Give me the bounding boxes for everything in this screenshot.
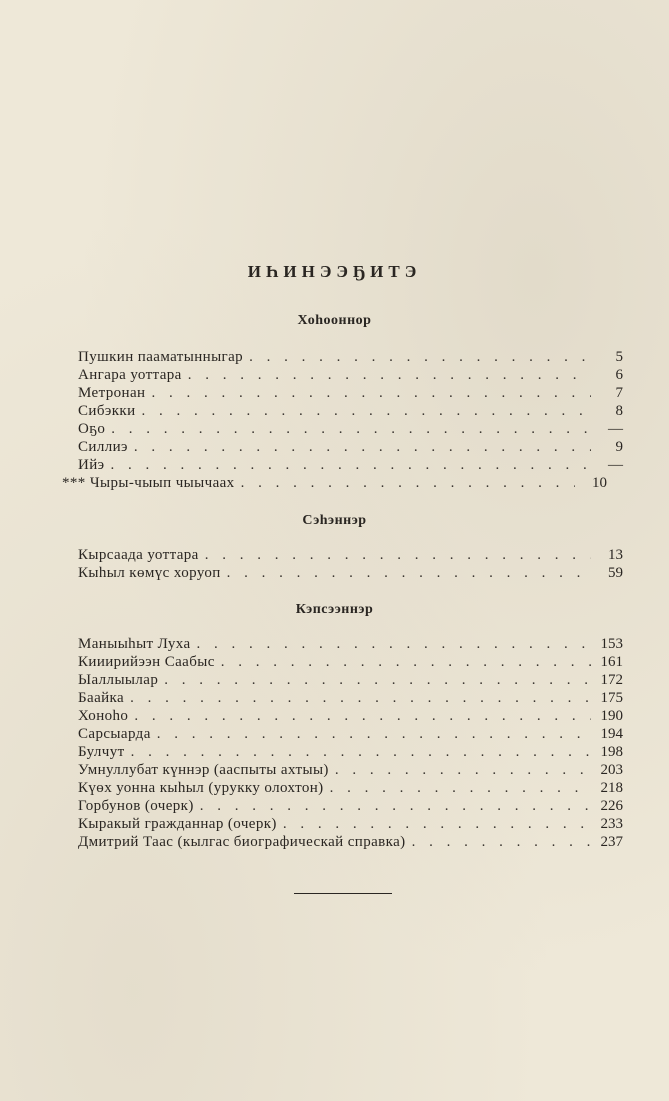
dot-leader xyxy=(241,474,575,492)
toc-list-stories xyxy=(78,546,623,582)
toc-entry xyxy=(78,653,623,671)
page-number: — xyxy=(608,421,623,437)
toc-entry xyxy=(78,689,623,707)
toc-entry xyxy=(78,797,623,815)
dot-leader xyxy=(200,797,591,815)
toc-entry xyxy=(78,707,623,725)
toc-entry xyxy=(78,635,623,653)
page-number: 233 xyxy=(600,816,623,832)
toc-entry xyxy=(78,366,623,384)
dot-leader xyxy=(134,707,591,725)
entry-title: Дмитрий Таас (кылгас биографическай справка) xyxy=(78,834,406,850)
dot-leader xyxy=(205,546,591,564)
toc-list-tales xyxy=(78,635,623,851)
toc-entry xyxy=(78,725,623,743)
dot-leader xyxy=(151,384,591,402)
dot-leader xyxy=(249,348,591,366)
page-number: 6 xyxy=(615,367,623,383)
entry-title: Метронан xyxy=(78,385,146,401)
page-number: 172 xyxy=(600,672,623,688)
page-number: 10 xyxy=(592,475,607,491)
section-heading-poems: Хоһооннор xyxy=(297,313,372,328)
entry-title: Кырсаада уоттара xyxy=(78,547,199,563)
page-number: 175 xyxy=(600,690,623,706)
dot-leader xyxy=(130,689,591,707)
toc-entry xyxy=(78,402,623,420)
entry-title: Ийэ xyxy=(78,457,105,473)
entry-title: Ангара уоттара xyxy=(78,367,182,383)
dot-leader xyxy=(111,420,591,438)
page-number: 153 xyxy=(600,636,623,652)
toc-list-poems xyxy=(62,348,623,492)
entry-title: Пушкин пааматынныгар xyxy=(78,349,244,365)
entry-title: Горбунов (очерк) xyxy=(78,798,194,814)
page-number: 59 xyxy=(608,565,623,581)
dot-leader xyxy=(142,402,591,420)
page-number: 226 xyxy=(600,798,623,814)
dot-leader xyxy=(188,366,591,384)
dot-leader xyxy=(164,671,591,689)
toc-entry xyxy=(78,420,623,438)
page-number: 7 xyxy=(615,385,623,401)
entry-title: Умнуллубат күннэр (аaспыты ахтыы) xyxy=(78,762,329,778)
dot-leader xyxy=(221,653,591,671)
entry-title: Кииирийээн Саабыс xyxy=(78,654,215,670)
dot-leader xyxy=(134,438,591,456)
toc-entry xyxy=(78,761,623,779)
page-number: 237 xyxy=(600,834,623,850)
toc-entry xyxy=(78,671,623,689)
closing-rule xyxy=(294,893,392,894)
toc-entry xyxy=(78,779,623,797)
toc-entry xyxy=(78,348,623,366)
page-number: 13 xyxy=(608,547,623,563)
page-number: — xyxy=(608,457,623,473)
page-number: 194 xyxy=(600,726,623,742)
entry-title: Сарсыарда xyxy=(78,726,151,742)
dot-leader xyxy=(330,779,591,797)
dot-leader xyxy=(412,833,591,851)
entry-title: Оҕо xyxy=(78,421,106,437)
page-number: 9 xyxy=(615,439,623,455)
toc-entry xyxy=(78,438,623,456)
page-title: ИҺИНЭЭҔИТЭ xyxy=(247,262,422,281)
entry-title: *** Чыры-чыып чыычаах xyxy=(62,475,235,491)
entry-title: Маныыһыт Луха xyxy=(78,636,191,652)
page-number: 203 xyxy=(600,762,623,778)
toc-entry xyxy=(78,384,623,402)
dot-leader xyxy=(131,743,591,761)
toc-entry xyxy=(78,456,623,474)
dot-leader xyxy=(227,564,591,582)
toc-entry xyxy=(78,546,623,564)
dot-leader xyxy=(283,815,591,833)
page-number: 218 xyxy=(600,780,623,796)
entry-title: Кыракый гражданнар (очерк) xyxy=(78,816,277,832)
entry-title: Ыаллыылар xyxy=(78,672,159,688)
toc-entry xyxy=(78,743,623,761)
toc-entry xyxy=(62,474,607,492)
page-number: 161 xyxy=(600,654,623,670)
entry-title: Кыһыл көмүс хоруоп xyxy=(78,565,221,581)
entry-title: Баайка xyxy=(78,690,125,706)
entry-title: Сибэкки xyxy=(78,403,136,419)
page-number: 198 xyxy=(600,744,623,760)
page-number: 190 xyxy=(600,708,623,724)
entry-title: Күөх уонна кыһыл (урукку олохтон) xyxy=(78,780,324,796)
page-number: 8 xyxy=(615,403,623,419)
section-heading-tales: Кэпсээннэр xyxy=(295,602,374,617)
entry-title: Силлиэ xyxy=(78,439,128,455)
toc-entry xyxy=(78,833,623,851)
dot-leader xyxy=(111,456,592,474)
entry-title: Булчут xyxy=(78,744,125,760)
toc-entry xyxy=(78,815,623,833)
section-heading-stories: Сэһэннэр xyxy=(302,513,367,528)
dot-leader xyxy=(335,761,591,779)
dot-leader xyxy=(197,635,591,653)
toc-entry xyxy=(78,564,623,582)
page-number: 5 xyxy=(615,349,623,365)
dot-leader xyxy=(157,725,591,743)
entry-title: Хоноһо xyxy=(78,708,129,724)
